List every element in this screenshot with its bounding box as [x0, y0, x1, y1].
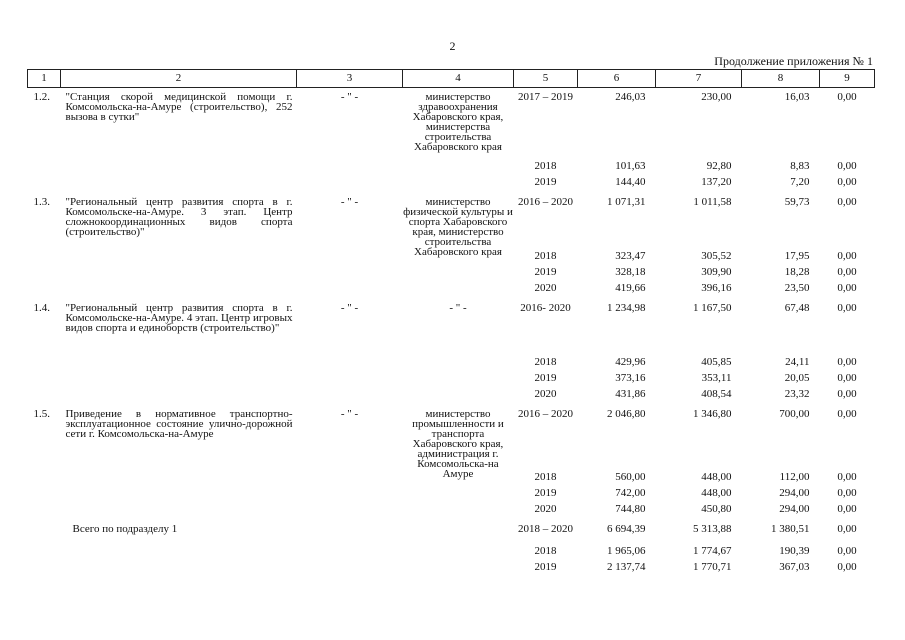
total-row — [28, 520, 875, 546]
value-col8: 20,05 — [784, 371, 810, 384]
value-col7: 137,20 — [701, 175, 732, 188]
item-executor — [297, 161, 403, 177]
table-row — [28, 283, 875, 299]
value-col6: 1 965,06 — [607, 544, 646, 557]
item-organization — [403, 405, 514, 480]
item-executor — [297, 389, 403, 405]
table-body — [28, 88, 875, 578]
item-name — [61, 161, 297, 177]
value-col6: 373,16 — [615, 371, 646, 384]
value-col6: 323,47 — [615, 249, 646, 262]
item-executor — [297, 283, 403, 299]
item-executor — [297, 251, 403, 267]
item-organization — [403, 193, 514, 258]
item-organization — [403, 267, 514, 283]
item-executor — [297, 267, 403, 283]
total-row — [28, 562, 875, 578]
value-col9: 0,00 — [837, 175, 857, 188]
year-cell: 2020 — [534, 502, 557, 515]
item-name — [61, 373, 297, 389]
item-name — [61, 267, 297, 283]
value-col8: 16,03 — [784, 91, 810, 103]
value-col9: 0,00 — [837, 387, 857, 400]
item-number — [28, 161, 61, 177]
column-header: 2 — [61, 70, 297, 88]
value-col8: 59,73 — [784, 195, 810, 208]
value-col8: 112,00 — [779, 470, 810, 483]
year-cell: 2016 – 2020 — [518, 195, 573, 208]
value-col7: 405,85 — [701, 355, 732, 368]
table-row — [28, 88, 875, 161]
year-cell: 2020 — [534, 387, 557, 400]
year-cell: 2018 – 2020 — [518, 522, 573, 535]
item-organization — [403, 177, 514, 193]
item-organization — [403, 504, 514, 520]
value-col8: 24,11 — [785, 355, 810, 368]
year-cell: 2018 — [534, 470, 557, 483]
item-executor — [297, 472, 403, 488]
value-col7: 408,54 — [701, 387, 732, 400]
year-cell: 2019 — [534, 265, 557, 278]
empty-cell — [297, 520, 403, 546]
item-name — [61, 472, 297, 488]
value-col6: 144,40 — [615, 175, 646, 188]
item-organization — [403, 299, 514, 357]
item-organization — [403, 389, 514, 405]
value-col9: 0,00 — [837, 91, 857, 103]
item-organization — [403, 88, 514, 161]
item-name — [61, 504, 297, 520]
value-col9: 0,00 — [837, 371, 857, 384]
value-col7: 309,90 — [701, 265, 732, 278]
table-row — [28, 389, 875, 405]
value-col6: 744,80 — [615, 502, 646, 515]
year-cell: 2020 — [534, 281, 557, 294]
item-name — [61, 357, 297, 373]
value-col6: 560,00 — [615, 470, 646, 483]
table-row — [28, 267, 875, 283]
page-number: 2 — [449, 39, 456, 53]
column-header: 3 — [297, 70, 403, 88]
item-executor — [297, 373, 403, 389]
item-name — [61, 389, 297, 405]
item-organization — [403, 488, 514, 504]
column-header: 7 — [656, 70, 742, 88]
value-col6: 6 694,39 — [607, 522, 646, 535]
value-col6: 246,03 — [615, 91, 646, 103]
table-row — [28, 504, 875, 520]
total-row — [28, 546, 875, 562]
year-cell: 2017 – 2019 — [518, 91, 573, 103]
empty-cell — [297, 562, 403, 578]
item-number — [28, 373, 61, 389]
item-name: "Региональный центр развития спорта в г. Комсомольске-на-Амуре. 4 этап. Центр игровых видов спорта и единоборств (строительство)" — [65, 301, 293, 334]
item-name — [61, 251, 297, 267]
year-cell: 2019 — [534, 371, 557, 384]
item-organization — [403, 161, 514, 177]
table-row — [28, 299, 875, 357]
item-number — [28, 472, 61, 488]
item-organization — [403, 357, 514, 373]
empty-cell — [403, 520, 514, 546]
value-col8: 18,28 — [784, 265, 810, 278]
item-executor — [297, 488, 403, 504]
item-name — [61, 488, 297, 504]
value-col9: 0,00 — [837, 560, 857, 573]
value-col8: 700,00 — [779, 407, 810, 420]
table-row — [28, 405, 875, 472]
total-spacer — [28, 562, 61, 578]
item-number — [28, 357, 61, 373]
column-header: 5 — [514, 70, 578, 88]
table-header-row — [28, 70, 875, 88]
total-spacer — [28, 546, 61, 562]
value-col8: 367,03 — [779, 560, 810, 573]
item-organization — [403, 283, 514, 299]
value-col9: 0,00 — [837, 265, 857, 278]
value-col9: 0,00 — [837, 407, 857, 420]
value-col7: 1 167,50 — [693, 301, 732, 314]
value-col8: 7,20 — [790, 175, 810, 188]
empty-cell — [403, 546, 514, 562]
item-executor — [297, 177, 403, 193]
value-col7: 1 770,71 — [693, 560, 732, 573]
year-cell: 2018 — [534, 544, 557, 557]
total-label: Всего по подразделу 1 — [72, 522, 178, 535]
value-col9: 0,00 — [837, 195, 857, 208]
value-col9: 0,00 — [837, 502, 857, 515]
value-col9: 0,00 — [837, 301, 857, 314]
total-label — [61, 562, 297, 578]
column-header: 1 — [28, 70, 61, 88]
value-col7: 353,11 — [701, 371, 732, 384]
item-executor: - " - — [340, 91, 359, 103]
value-col6: 101,63 — [615, 159, 646, 172]
item-number: 1.4. — [33, 301, 50, 314]
value-col7: 396,16 — [701, 281, 732, 294]
value-col6: 431,86 — [615, 387, 646, 400]
item-executor: - " - — [340, 195, 359, 208]
value-col8: 23,32 — [784, 387, 810, 400]
year-cell: 2018 — [534, 355, 557, 368]
value-col9: 0,00 — [837, 470, 857, 483]
value-col6: 2 046,80 — [607, 407, 646, 420]
value-col7: 450,80 — [701, 502, 732, 515]
value-col6: 742,00 — [615, 486, 646, 499]
year-cell: 2019 — [534, 560, 557, 573]
value-col9: 0,00 — [837, 159, 857, 172]
item-name: Приведение в нормативное транспортно-эксплуатационное состояние улично-дорожной сети г. Комсомольска-на-Амуре — [65, 407, 293, 440]
value-col8: 294,00 — [779, 502, 810, 515]
item-executor — [297, 504, 403, 520]
organization-text: - " - — [449, 301, 467, 314]
item-name — [61, 283, 297, 299]
value-col9: 0,00 — [837, 544, 857, 557]
value-col8: 8,83 — [790, 159, 810, 172]
value-col6: 328,18 — [615, 265, 646, 278]
year-cell: 2016 – 2020 — [518, 407, 573, 420]
value-col8: 23,50 — [784, 281, 810, 294]
empty-cell — [403, 562, 514, 578]
table-row — [28, 373, 875, 389]
organization-text: министерство промышленности и транспорта Хабаровского края, администрация г. Комсомольска-на Амуре — [412, 407, 504, 480]
value-col7: 305,52 — [701, 249, 732, 262]
value-col7: 1 011,58 — [693, 195, 732, 208]
value-col8: 1 380,51 — [771, 522, 810, 535]
organization-text: министерство физической культуры и спорта Хабаровского края, министерство строительства Хабаровского края — [403, 195, 513, 258]
year-cell: 2019 — [534, 175, 557, 188]
item-number — [28, 177, 61, 193]
column-header: 4 — [403, 70, 514, 88]
value-col8: 67,48 — [784, 301, 810, 314]
value-col7: 1 346,80 — [693, 407, 732, 420]
year-cell: 2018 — [534, 249, 557, 262]
value-col6: 1 234,98 — [607, 301, 646, 314]
value-col9: 0,00 — [837, 355, 857, 368]
column-header: 8 — [742, 70, 820, 88]
value-col6: 1 071,31 — [607, 195, 646, 208]
value-col6: 429,96 — [615, 355, 646, 368]
item-name: "Станция скорой медицинской помощи г. Комсомольска-на-Амуре (строительство), 252 вызова в сутки" — [65, 91, 293, 123]
value-col7: 230,00 — [701, 91, 732, 103]
item-name — [61, 177, 297, 193]
item-number: 1.3. — [33, 195, 50, 208]
value-col8: 17,95 — [784, 249, 810, 262]
appendix-table — [27, 69, 875, 578]
table-row — [28, 161, 875, 177]
value-col8: 294,00 — [779, 486, 810, 499]
item-name: "Региональный центр развития спорта в г. Комсомольске-на-Амуре. 3 этап. Центр сложнокоординационных видов спорта (строительство)" — [65, 195, 293, 238]
value-col8: 190,39 — [779, 544, 810, 557]
value-col9: 0,00 — [837, 486, 857, 499]
year-cell: 2018 — [534, 159, 557, 172]
year-cell: 2016- 2020 — [520, 301, 571, 314]
item-number — [28, 283, 61, 299]
item-number: 1.5. — [33, 407, 50, 420]
item-number: 1.2. — [33, 91, 50, 103]
value-col7: 1 774,67 — [693, 544, 732, 557]
table-row — [28, 357, 875, 373]
total-spacer — [28, 520, 61, 546]
value-col9: 0,00 — [837, 522, 857, 535]
item-number — [28, 389, 61, 405]
organization-text: министерство здравоохранения Хабаровского края, министерства строительства Хабаровского края — [412, 91, 504, 153]
item-organization — [403, 373, 514, 389]
year-cell: 2019 — [534, 486, 557, 499]
table-row — [28, 177, 875, 193]
item-number — [28, 504, 61, 520]
item-number — [28, 488, 61, 504]
value-col9: 0,00 — [837, 249, 857, 262]
item-executor: - " - — [340, 301, 359, 314]
empty-cell — [297, 546, 403, 562]
continuation-note: Продолжение приложения № 1 — [714, 54, 873, 68]
item-number — [28, 251, 61, 267]
table-row — [28, 488, 875, 504]
value-col7: 5 313,88 — [693, 522, 732, 535]
value-col7: 448,00 — [701, 486, 732, 499]
value-col6: 2 137,74 — [607, 560, 646, 573]
table-row — [28, 193, 875, 251]
item-executor — [297, 357, 403, 373]
item-executor: - " - — [340, 407, 359, 420]
column-header: 9 — [820, 70, 875, 88]
value-col9: 0,00 — [837, 281, 857, 294]
column-header: 6 — [578, 70, 656, 88]
value-col7: 448,00 — [701, 470, 732, 483]
total-label — [61, 546, 297, 562]
item-number — [28, 267, 61, 283]
value-col6: 419,66 — [615, 281, 646, 294]
value-col7: 92,80 — [706, 159, 732, 172]
